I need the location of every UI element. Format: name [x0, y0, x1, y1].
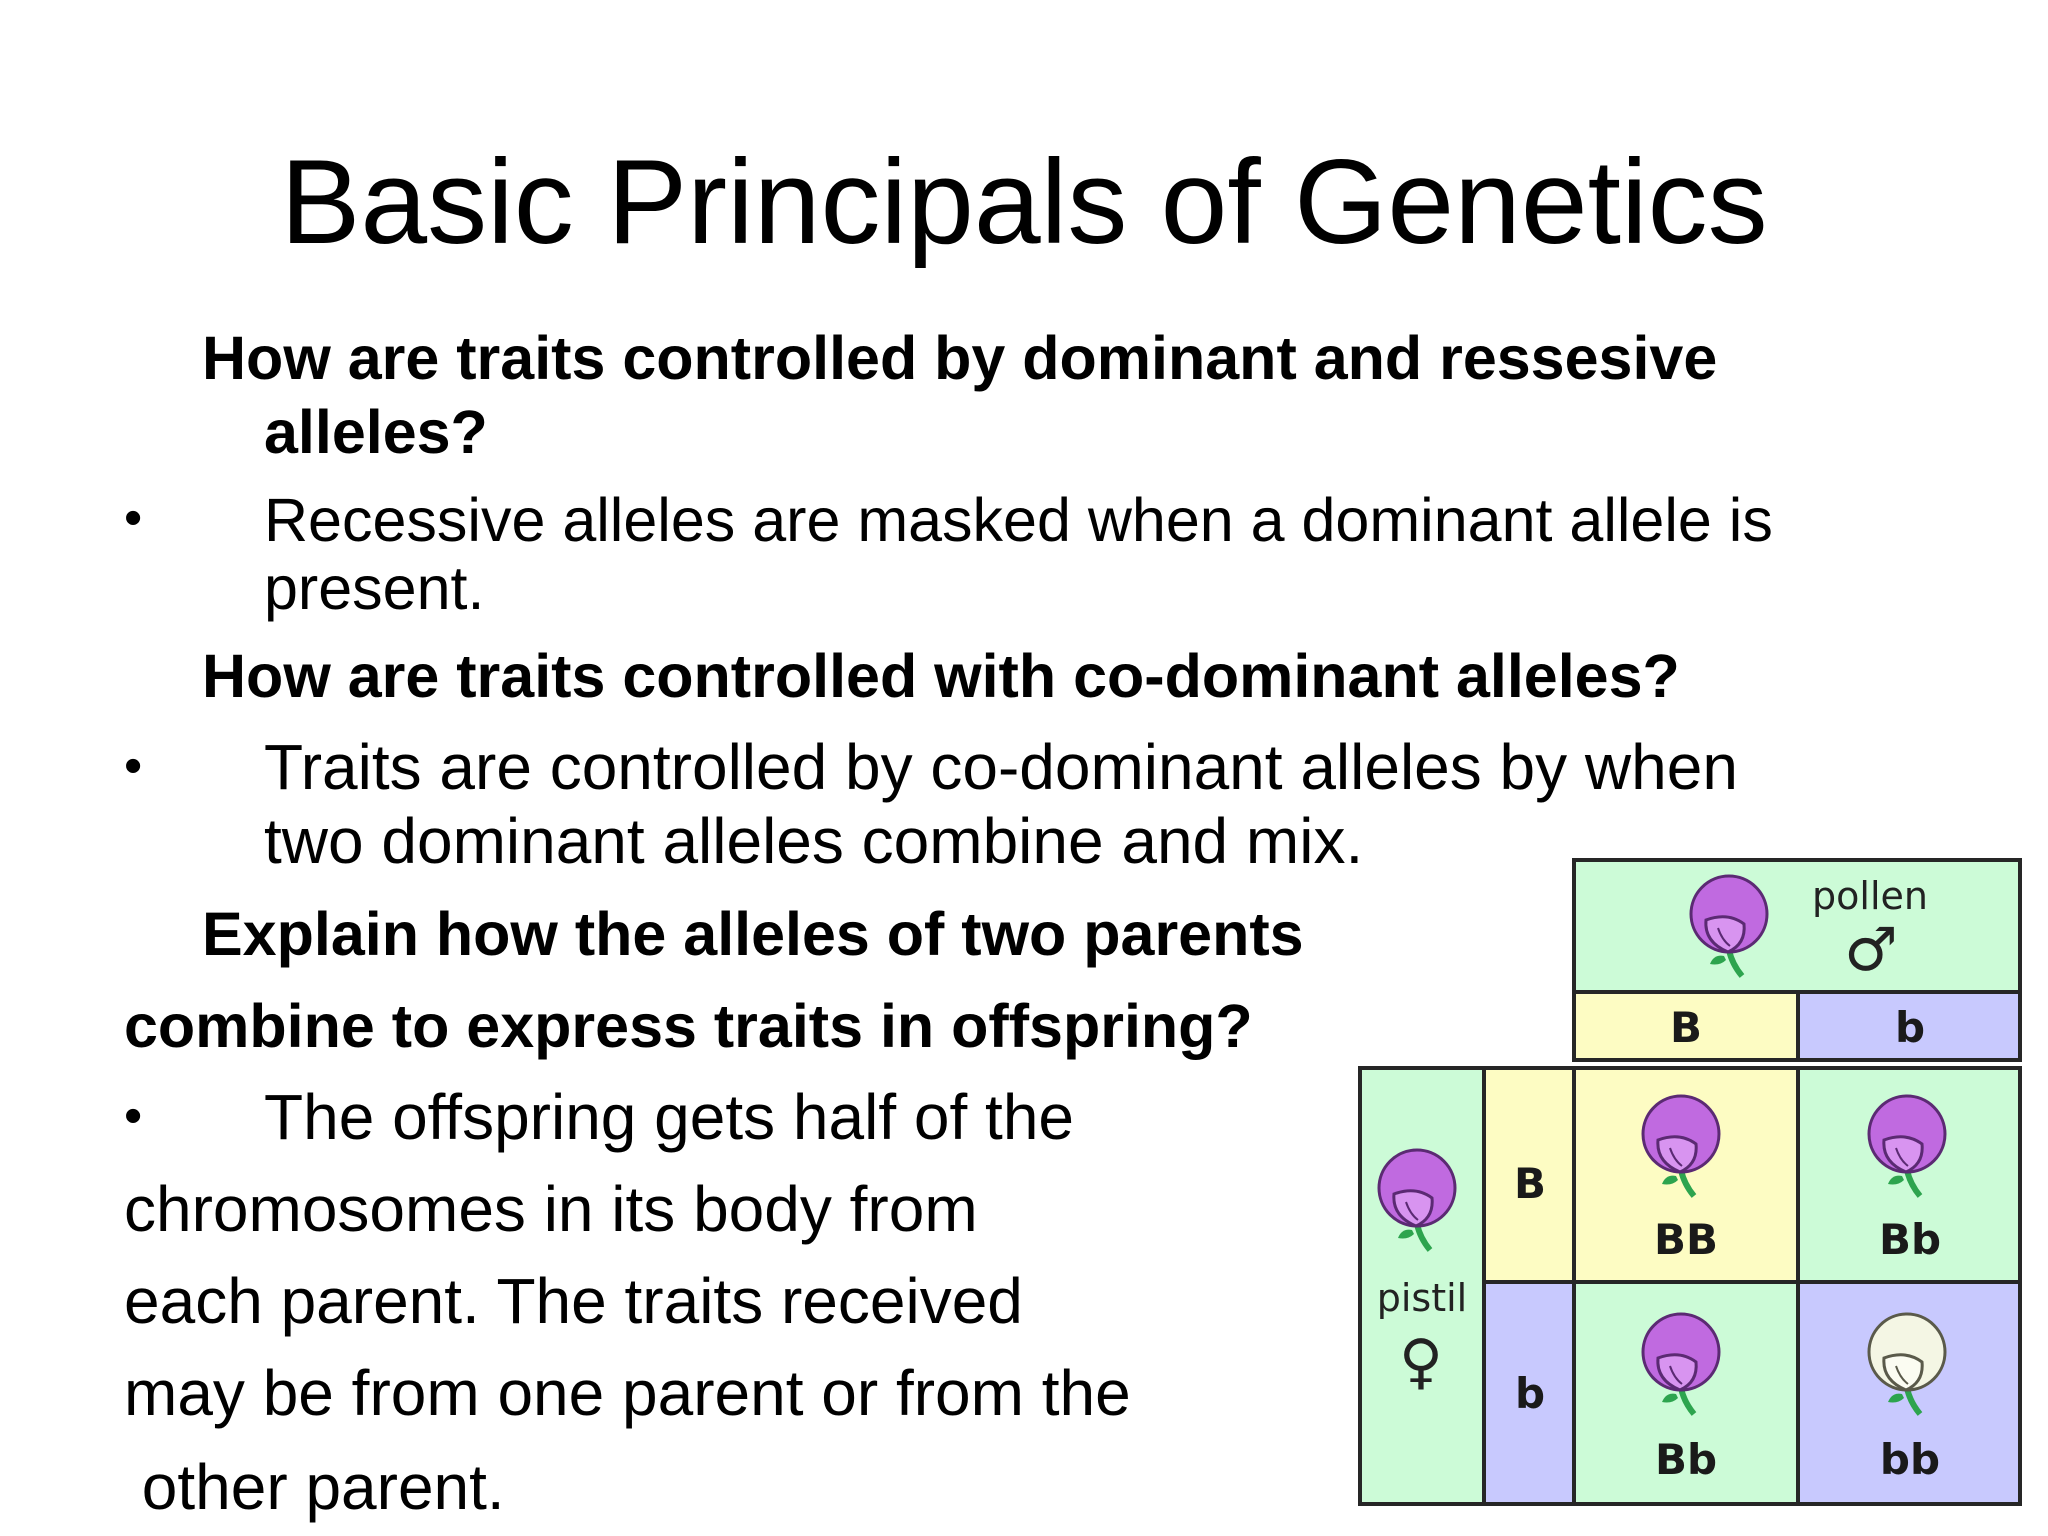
answer-2-line-1: Traits are controlled by co-dominant alleles by when [264, 731, 1738, 803]
column-allele-B: B [1669, 1003, 1702, 1052]
genotype-Bb-bottom: Bb [1654, 1435, 1718, 1484]
purple-flower-icon [1636, 1092, 1726, 1202]
purple-flower-icon [1862, 1092, 1952, 1202]
slide-title: Basic Principals of Genetics [280, 135, 1768, 269]
question-3-line-1: Explain how the alleles of two parents [202, 900, 1304, 968]
column-allele-b: b [1894, 1003, 1926, 1052]
bullet-2: • [124, 737, 143, 795]
genotype-BB: BB [1653, 1215, 1719, 1264]
answer-3-line-2: chromosomes in its body from [124, 1173, 978, 1245]
question-3-line-2: combine to express traits in offspring? [124, 992, 1253, 1060]
genotype-Bb-top: Bb [1878, 1215, 1942, 1264]
answer-3-line-5: other parent. [124, 1451, 505, 1523]
male-symbol-icon: ♂ [1844, 915, 1898, 985]
question-2: How are traits controlled with co-dominant alleles? [202, 642, 1680, 710]
answer-3-line-3: each parent. The traits received [124, 1265, 1023, 1337]
row-allele-B: B [1513, 1159, 1546, 1208]
bullet-1: • [124, 489, 143, 547]
answer-2-line-2: two dominant alleles combine and mix. [264, 805, 1364, 877]
genotype-bb: bb [1879, 1435, 1941, 1484]
pistil-label: pistil [1376, 1276, 1468, 1320]
answer-3-line-4: may be from one parent or from the [124, 1357, 1131, 1429]
answer-1-line-2: present. [264, 554, 485, 622]
purple-flower-icon [1684, 872, 1774, 982]
bullet-3: • [124, 1087, 143, 1145]
pollen-label: pollen [1812, 874, 1928, 918]
white-flower-icon [1862, 1310, 1952, 1420]
question-1-line-1: How are traits controlled by dominant and ressesive [202, 324, 1718, 392]
purple-flower-icon [1636, 1310, 1726, 1420]
answer-1-line-1: Recessive alleles are masked when a dominant allele is [264, 486, 1773, 554]
row-allele-b: b [1514, 1369, 1546, 1418]
purple-flower-icon [1372, 1146, 1462, 1256]
question-1-line-2: alleles? [264, 398, 488, 466]
answer-3-line-1: The offspring gets half of the [264, 1081, 1074, 1153]
female-symbol-icon: ♀ [1399, 1327, 1443, 1397]
